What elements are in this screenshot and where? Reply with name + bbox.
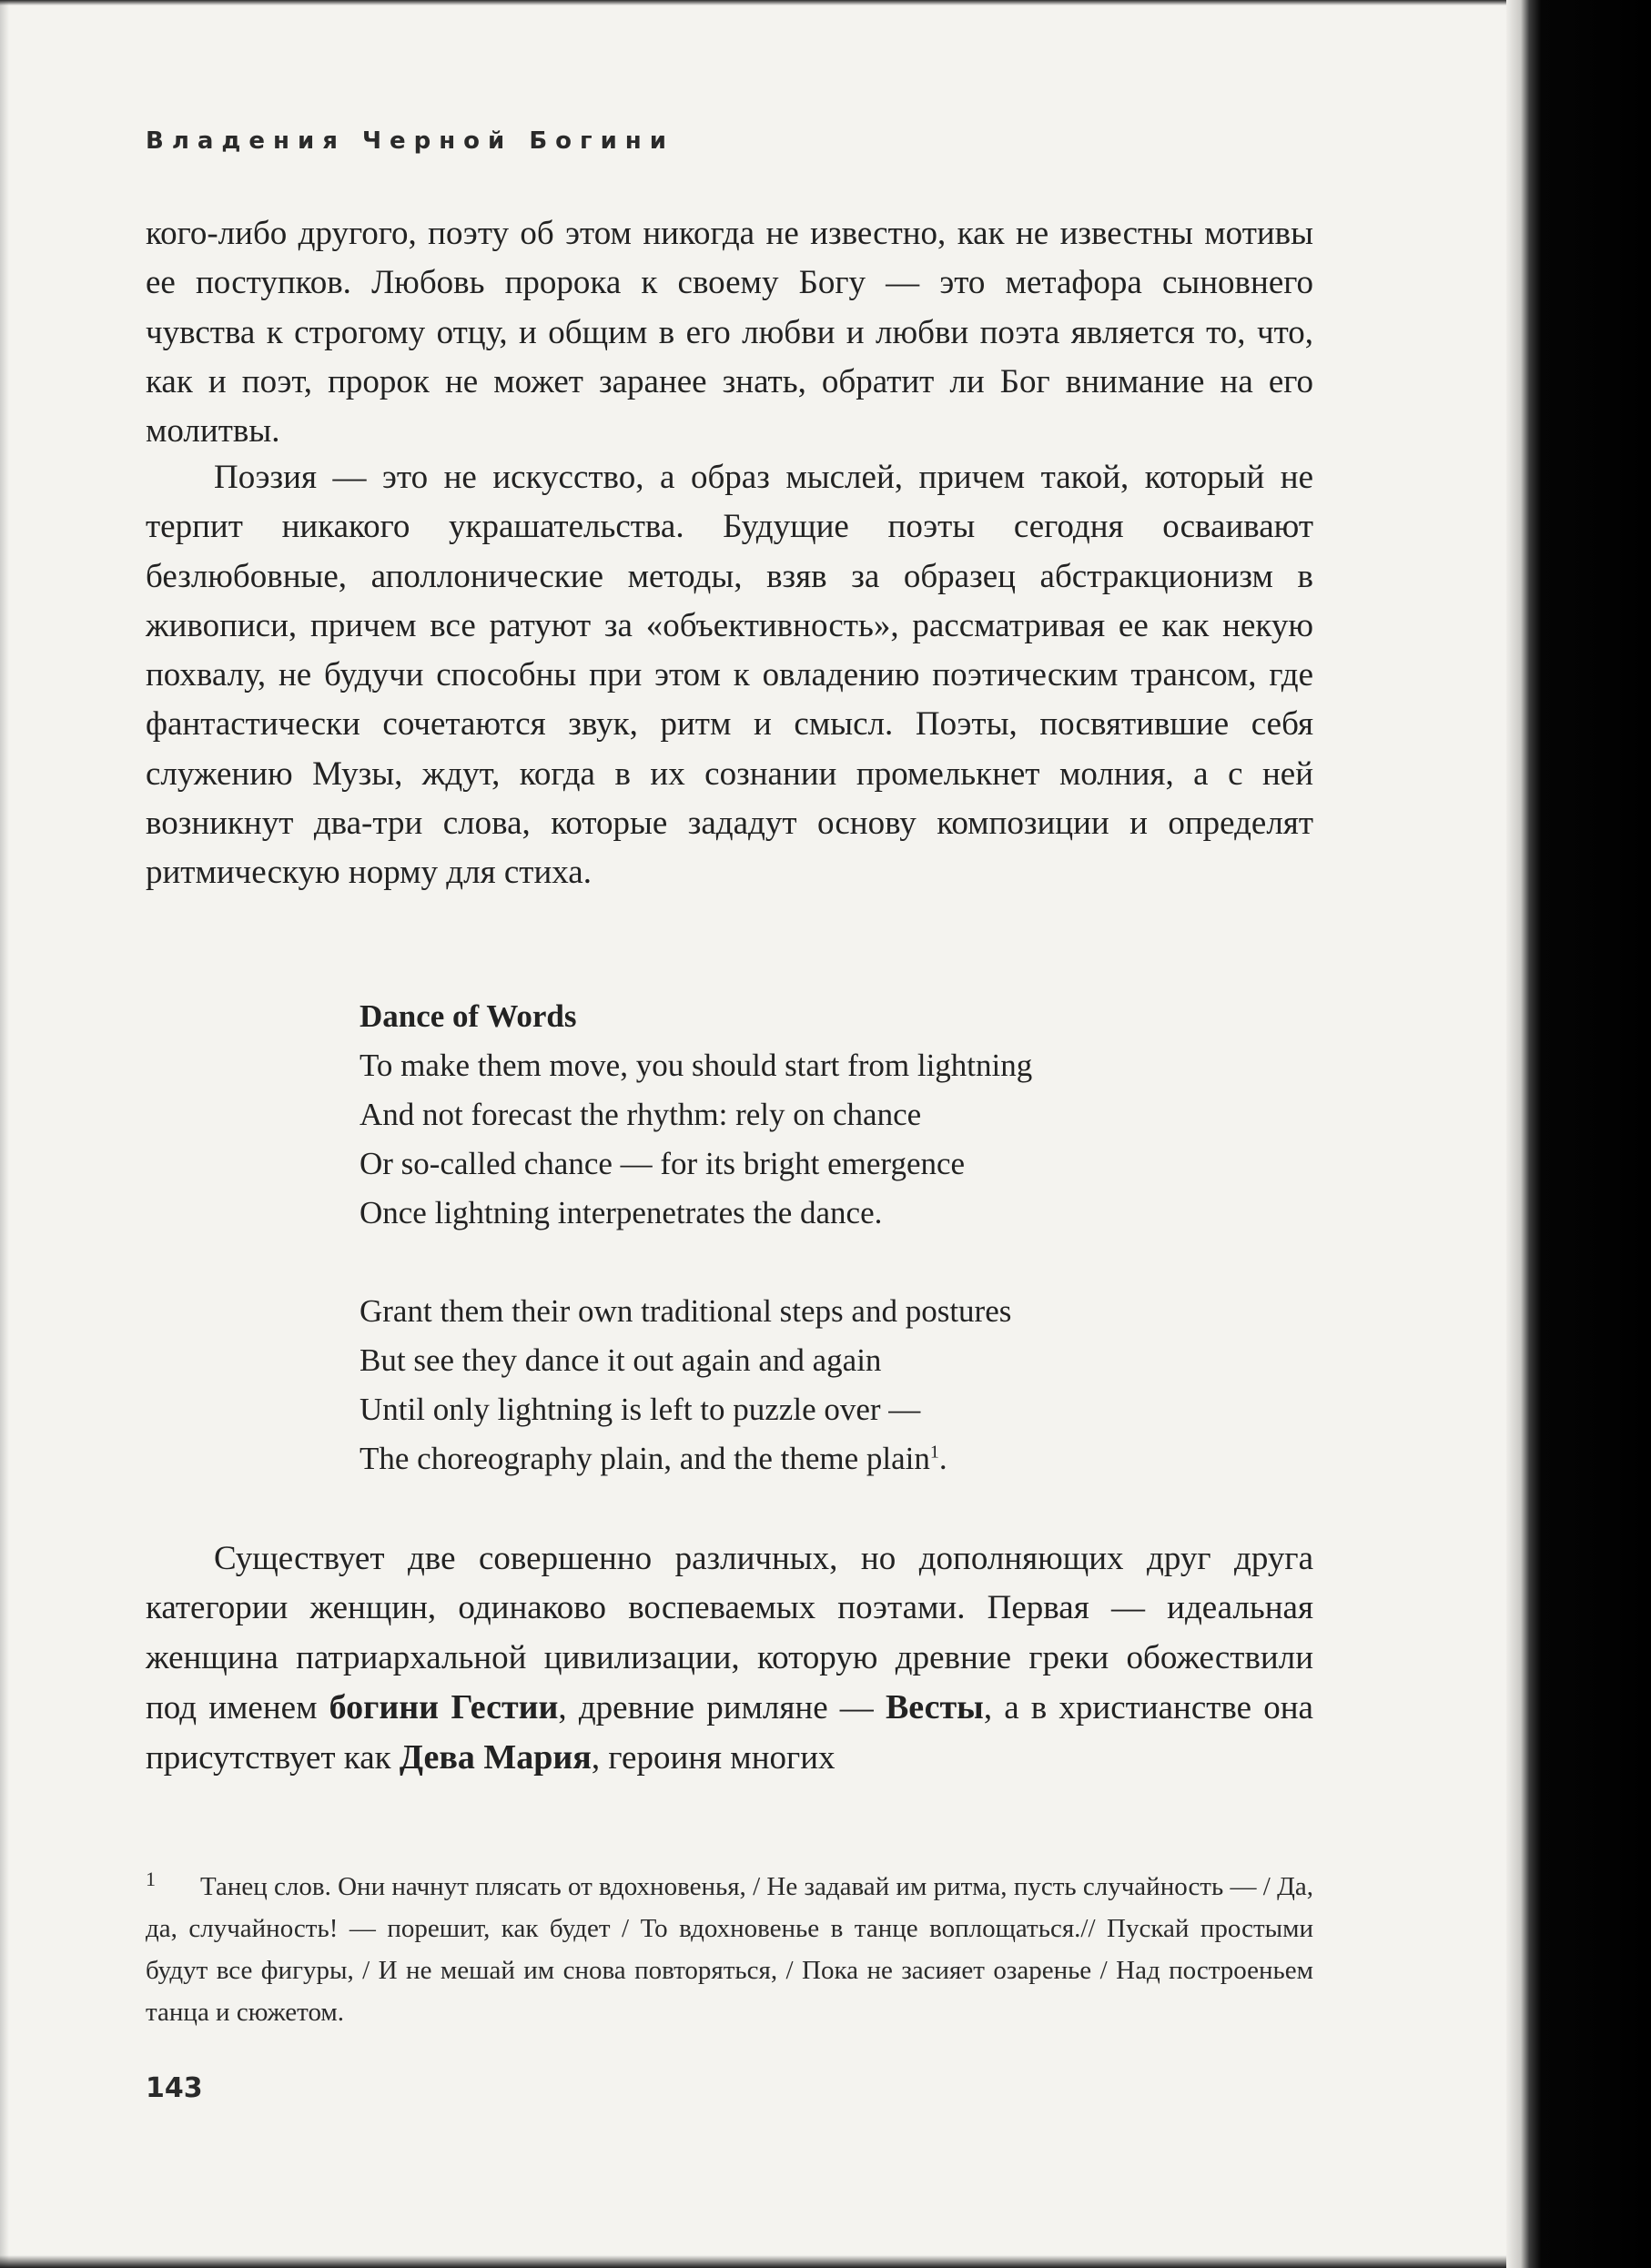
emphasis-virgin-mary: Дева Мария <box>399 1738 592 1777</box>
footnote-reference[interactable]: 1 <box>929 1442 939 1463</box>
paragraph-3 <box>146 1534 1313 1783</box>
paragraph-2 <box>146 453 1313 898</box>
poem-line: Once lightning interpenetrates the dance. <box>360 1195 883 1230</box>
paragraph-3-part: , древние римляне — <box>558 1688 886 1726</box>
paragraph-3-text <box>146 1534 1313 1783</box>
footnote-text: Танец слов. Они начнут плясать от вдохновенья, / Не задавай им ритма, пусть случайность — / Да, да, случайность! — порешит, как будет / То вдохновенье в танце воплощаться.// Пускай простыми будут все фигуры, / И не мешай им снова повторяться, / Пока не засияет озаренье / Над построеньем танца и сюжетом. <box>146 1872 1313 2027</box>
stanza-gap <box>360 1238 1179 1287</box>
running-head: Владения Черной Богини <box>146 127 674 155</box>
poem-line: And not forecast the rhythm: rely on chance <box>360 1097 922 1132</box>
paragraph-3-part: Существует две совершенно различных, но дополняющих друг друга категории женщин, одинаково воспеваемых поэтами. Первая — идеальная женщина патриархальной цивилизации, которую древние греки обожествили под именем <box>146 1540 1313 1726</box>
paragraph-3-part: , героиня многих <box>591 1739 836 1777</box>
footnote <box>146 1858 1313 2033</box>
emphasis-vesta: Весты <box>885 1687 984 1726</box>
poem-final-period: . <box>938 1441 947 1476</box>
poem-line: Grant them their own traditional steps and postures <box>360 1293 1012 1329</box>
paragraph-3-part: , а в христианстве она присутствует как <box>146 1688 1313 1777</box>
scanner-edge-shadow <box>1506 0 1651 2268</box>
poem-block <box>360 992 1179 1483</box>
page-top-edge <box>0 0 1511 5</box>
paragraph-2-text: Поэзия — это не искусство, а образ мыслей, причем такой, который не терпит никакого украшательства. Будущие поэты сегодня осваивают безлюбовные, аполлонические методы, взяв за образец абстракционизм в живописи, причем все ратуют за «объективность», рассматривая ее как некую похвалу, не будучи способны при этом к овладению поэтическим трансом, где фантастически сочетаются звук, ритм и смысл. Поэты, посвятившие себя служению Музы, ждут, когда в их сознании промелькнет молния, а с ней возникнут два-три слова, которые зададут основу композиции и определят ритмическую норму для стиха. <box>146 459 1313 892</box>
poem-line: The choreography plain, and the theme plain <box>360 1441 930 1476</box>
poem-line: To make them move, you should start from lightning <box>360 1048 1033 1083</box>
poem-last-line <box>360 1434 1179 1483</box>
paragraph-1-text: кого-либо другого, поэту об этом никогда не известно, как не известны мотивы ее поступков. Любовь пророка к своему Богу — это метафора сыновнего чувства к строгому отцу, и общим в его любви и любви поэта является то, что, как и поэт, пророк не может заранее знать, обратит ли Бог внимание на его молитвы. <box>146 215 1313 451</box>
footnote-mark: 1 <box>146 1868 156 1890</box>
poem-title: Dance of Words <box>360 998 577 1034</box>
footnote-text-block <box>146 1858 1313 2033</box>
poem-stanza-1 <box>360 1041 1179 1238</box>
page-bottom-edge <box>0 2255 1511 2268</box>
poem-line: But see they dance it out again and again <box>360 1342 882 1378</box>
paragraph-1 <box>146 209 1313 456</box>
page-number: 143 <box>146 2072 203 2104</box>
poem-line: Or so-called chance — for its bright emergence <box>360 1146 966 1181</box>
poem-line: Until only lightning is left to puzzle over — <box>360 1392 921 1427</box>
page-left-shadow <box>0 0 9 2268</box>
emphasis-hestia: богини Гестии <box>329 1687 559 1726</box>
poem-stanza-2 <box>360 1287 1179 1483</box>
